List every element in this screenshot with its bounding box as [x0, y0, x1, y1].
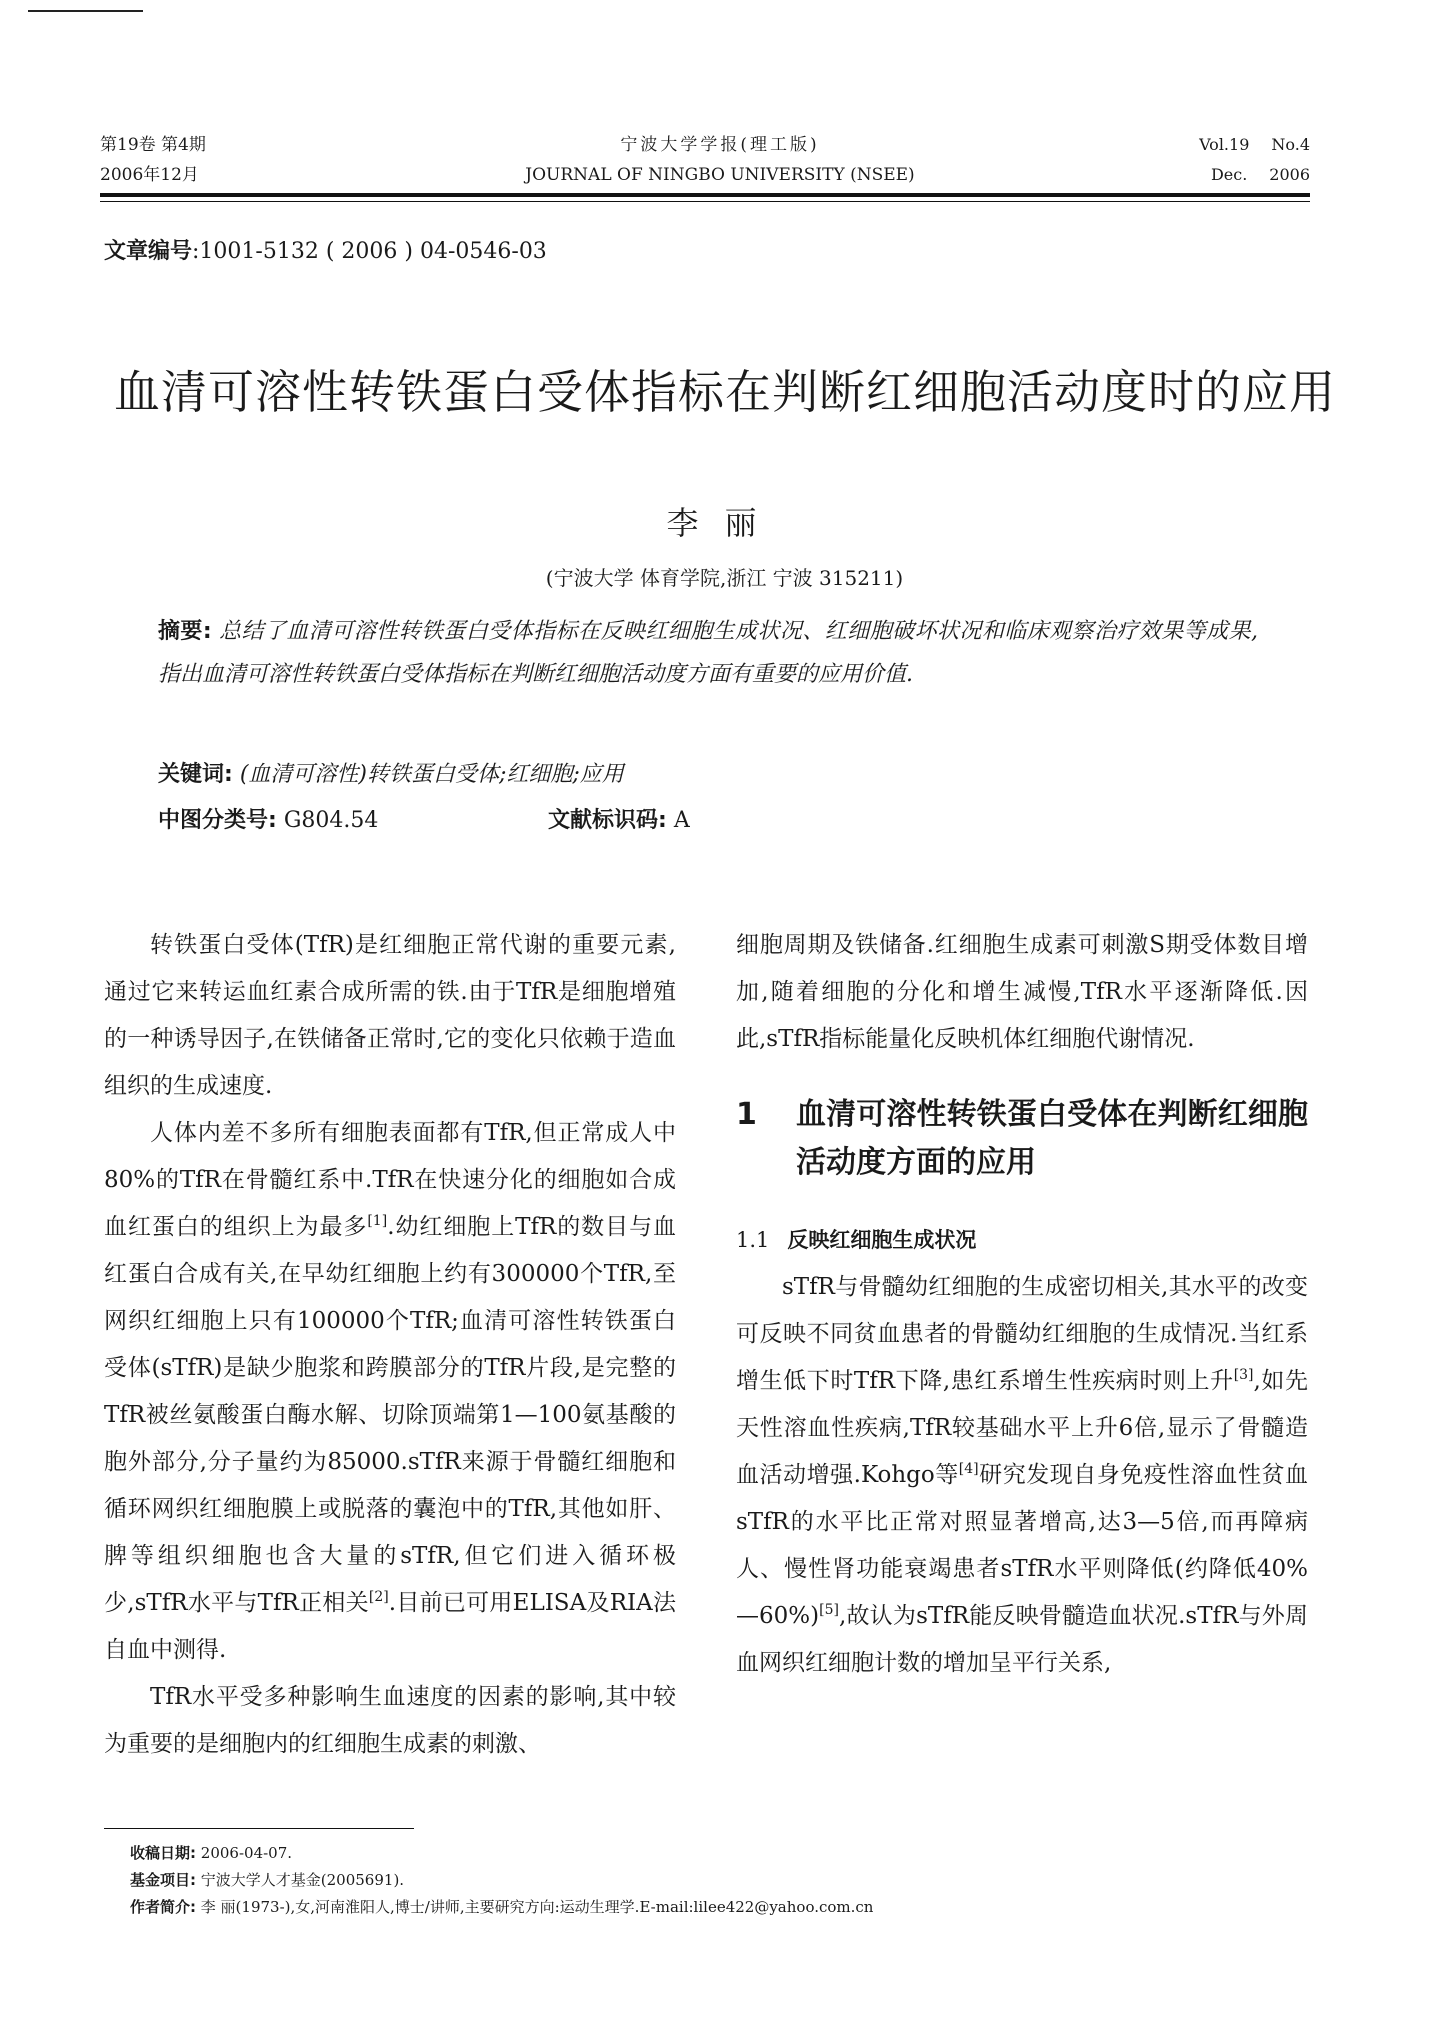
- fund-label: 基金项目:: [130, 1871, 196, 1889]
- article-number-value: :1001-5132 ( 2006 ) 04-0546-03: [192, 239, 547, 264]
- vol-en: Vol.19: [1199, 135, 1250, 154]
- body-column-left: [104, 922, 676, 1768]
- citation: [1]: [367, 1213, 388, 1229]
- doc-code-label: 文献标识码:: [548, 808, 667, 833]
- paragraph: 转铁蛋白受体(TfR)是红细胞正常代谢的重要元素,通过它来转运血红素合成所需的铁.由于TfR是细胞增殖的一种诱导因子,在铁储备正常时,它的变化只依赖于造血组织的生成速度.: [104, 932, 676, 1099]
- section-number: 1: [736, 1097, 757, 1132]
- paragraph-text: .幼红细胞上TfR的数目与血红蛋白合成有关,在早幼红细胞上约有300000个TfR,至网织红细胞上只有100000个TfR;血清可溶性转铁蛋白受体(sTfR)是缺少胞浆和跨膜部分的TfR片段,是完整的TfR被丝氨酸蛋白酶水解、切除顶端第1—100氨基酸的胞外部分,分子量约为85000.sTfR来源于骨髓红细胞和循环网织红细胞膜上或脱落的囊泡中的TfR,其他如肝、脾等组织细胞也含大量的sTfR,但它们进入循环极少,sTfR水平与TfR正相关: [104, 1214, 677, 1616]
- doc-code-value: A: [673, 808, 690, 833]
- paper-title: 血清可溶性转铁蛋白受体指标在判断红细胞活动度时的应用: [114, 365, 1336, 419]
- keywords-text: (血清可溶性)转铁蛋白受体;红细胞;应用: [239, 762, 624, 787]
- date-cn: 2006年12月: [100, 165, 199, 185]
- received-date: [130, 1840, 1330, 1867]
- bio-value: 李 丽(1973-),女,河南淮阳人,博士/讲师,主要研究方向:运动生理学.E-mail:lilee422@yahoo.com.cn: [200, 1898, 874, 1916]
- paragraph-text: 研究发现自身免疫性溶血性贫血sTfR的水平比正常对照显著增高,达3—5倍,而再障病人、慢性肾功能衰竭患者sTfR水平则降低(约降低40%—60%): [736, 1462, 1309, 1629]
- journal-name-cn: 宁波大学学报(理工版): [620, 135, 820, 155]
- clc-label: 中图分类号:: [158, 808, 277, 833]
- month-en: Dec.: [1210, 165, 1248, 184]
- paragraph: [736, 1264, 1308, 1687]
- clc-number: [158, 800, 378, 842]
- abstract-text: 总结了血清可溶性转铁蛋白受体指标在反映红细胞生成状况、红细胞破坏状况和临床观察治疗效果等成果,指出血清可溶性转铁蛋白受体指标在判断红细胞活动度方面有重要的应用价值.: [158, 619, 1258, 687]
- author-name: 李丽: [666, 504, 783, 542]
- fund-info: [130, 1867, 1330, 1894]
- no-en: No.4: [1271, 135, 1310, 154]
- paragraph-text: ,故认为sTfR能反映骨髓造血状况.sTfR与外周血网织红细胞计数的增加呈平行关系,: [736, 1603, 1308, 1676]
- citation: [4]: [958, 1461, 979, 1477]
- article-number-label: 文章编号: [104, 239, 193, 264]
- keywords: [158, 754, 1258, 796]
- volume-issue-cn: 第19卷 第4期: [100, 135, 206, 155]
- affiliation: (宁波大学 体育学院,浙江 宁波 315211): [545, 566, 904, 590]
- article-number: [104, 234, 547, 265]
- paragraph-text: 人体内差不多所有细胞表面都有TfR,但正常成人中80%的TfR在骨髓红系中.TfR在快速分化的细胞如合成血红蛋白的组织上为最多: [104, 1120, 676, 1240]
- footnotes: [130, 1840, 1330, 1921]
- header-left: [100, 130, 206, 190]
- header-right: [1180, 130, 1310, 190]
- subsection-number: 1.1: [736, 1228, 770, 1252]
- year-en: 2006: [1269, 165, 1310, 184]
- paragraph-text: ,如先天性溶血性疾病,TfR较基础水平上升6倍,显示了骨髓造血活动增强.Kohgo等: [736, 1368, 1309, 1488]
- paragraph-text: sTfR与骨髓幼红细胞的生成密切相关,其水平的改变可反映不同贫血患者的骨髓幼红细胞的生成情况.当红系增生低下时TfR下降,患红系增生性疾病时则上升: [736, 1274, 1308, 1394]
- paragraph: [104, 1110, 676, 1674]
- body-column-right: [736, 922, 1308, 1687]
- citation: [5]: [819, 1602, 839, 1618]
- bio-label: 作者简介:: [130, 1898, 196, 1916]
- subsection-title: 反映红细胞生成状况: [787, 1228, 977, 1252]
- journal-name-en: JOURNAL OF NINGBO UNIVERSITY (NSEE): [525, 165, 915, 185]
- section-title: 血清可溶性转铁蛋白受体在判断红细胞活动度方面的应用: [796, 1097, 1308, 1180]
- fund-value: 宁波大学人才基金(2005691).: [200, 1871, 405, 1889]
- document-code: [548, 800, 690, 842]
- section-heading: [736, 1091, 1308, 1187]
- paragraph-text: .目前已可用ELISA及RIA法自血中测得.: [104, 1590, 676, 1663]
- clc-value: G804.54: [283, 808, 379, 833]
- top-corner-rule: [28, 10, 143, 12]
- received-value: 2006-04-07.: [200, 1844, 293, 1862]
- header-rule-thin: [100, 201, 1310, 202]
- paragraph: TfR水平受多种影响生血速度的因素的影响,其中较为重要的是细胞内的红细胞生成素的刺激、: [104, 1684, 676, 1757]
- citation: [3]: [1233, 1367, 1254, 1383]
- paragraph: 细胞周期及铁储备.红细胞生成素可刺激S期受体数目增加,随着细胞的分化和增生减慢,TfR水平逐渐降低.因此,sTfR指标能量化反映机体红细胞代谢情况.: [736, 932, 1308, 1052]
- abstract-label: 摘要:: [158, 619, 212, 644]
- header-center: [420, 130, 1020, 190]
- subsection-heading: [736, 1217, 1308, 1264]
- citation: [2]: [368, 1589, 389, 1605]
- header-rule-thick: [100, 193, 1310, 197]
- footnote-rule: [104, 1828, 414, 1829]
- keywords-label: 关键词:: [158, 762, 233, 787]
- received-label: 收稿日期:: [130, 1844, 196, 1862]
- author-bio: [130, 1894, 1330, 1921]
- abstract: [158, 610, 1258, 696]
